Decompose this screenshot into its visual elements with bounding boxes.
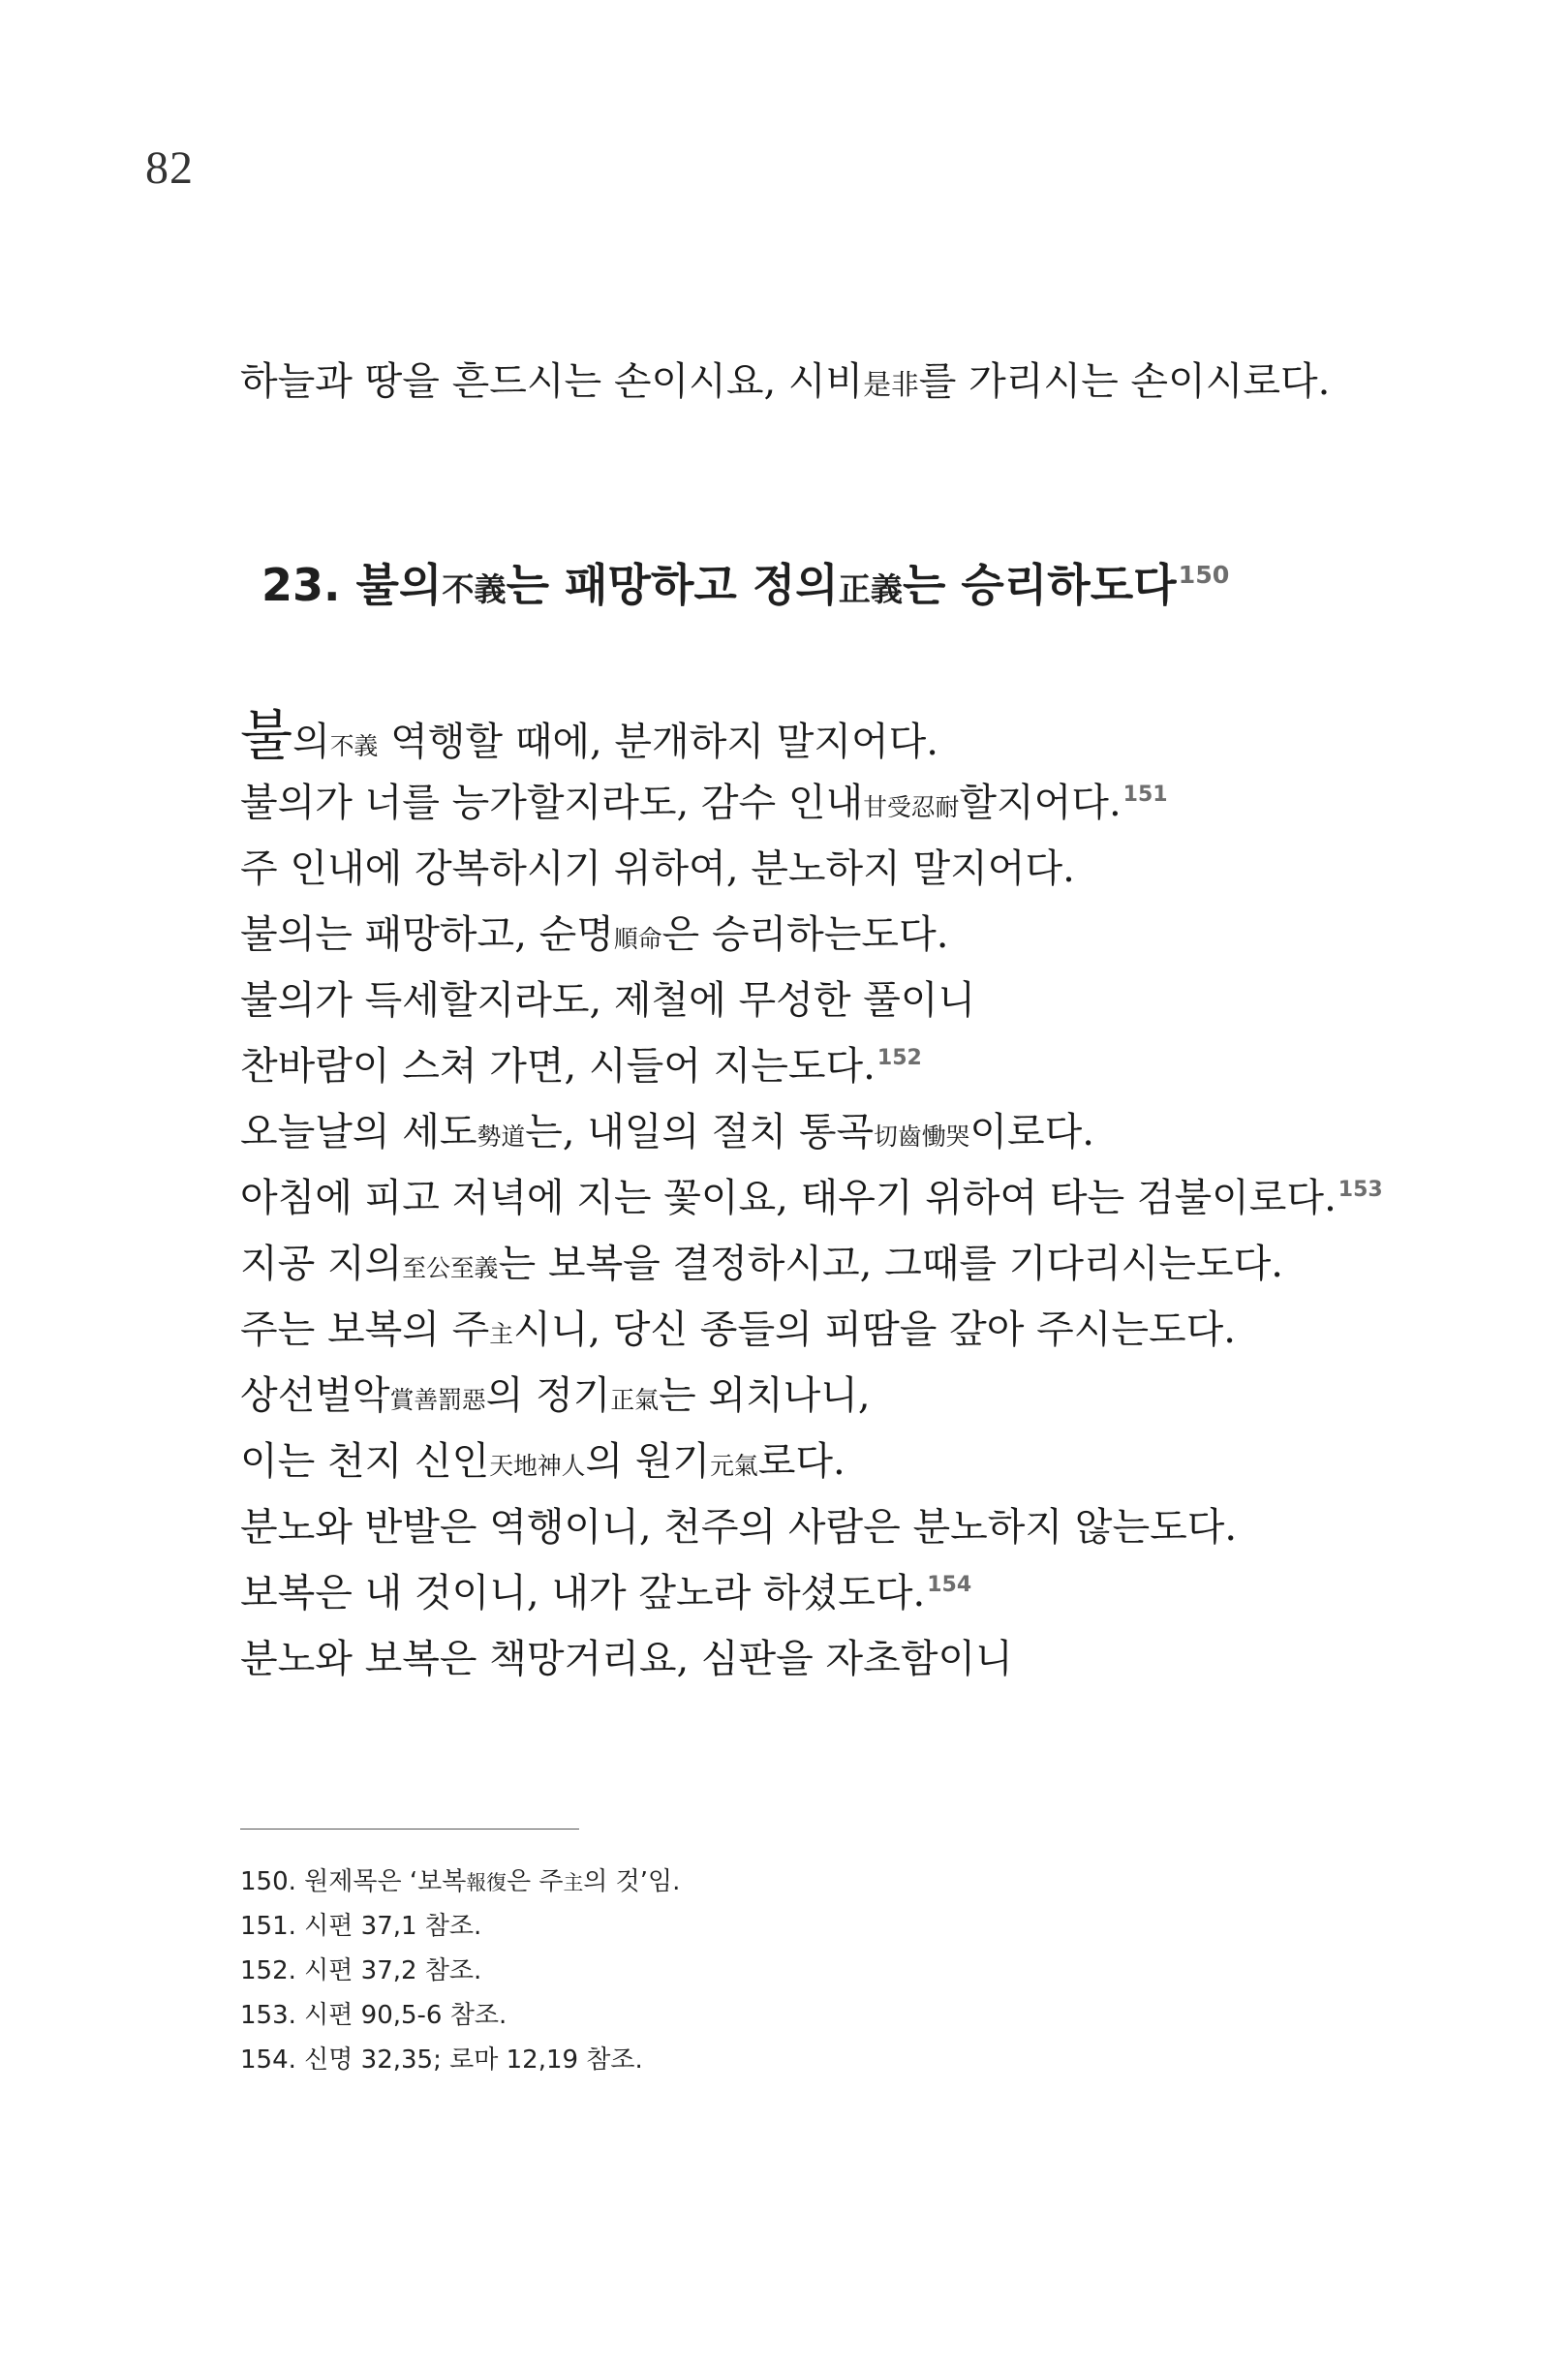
verse-text: 로다. <box>757 1439 845 1484</box>
verse-text: 할지어다. <box>959 781 1122 825</box>
verse-hanja: 正氣 <box>610 1386 660 1414</box>
lead-line <box>240 358 1330 405</box>
footnote-text: 시편 90,5-6 참조. <box>304 2001 507 2030</box>
heading-hanja: 正義 <box>838 570 903 608</box>
verse-line <box>240 770 1383 836</box>
verse-text: 는 외치나니, <box>659 1373 871 1418</box>
footnote-number: 154. <box>240 2045 296 2075</box>
verse-hanja: 順命 <box>613 925 662 953</box>
verse-text: 불의가 득세할지라도, 제철에 무성한 풀이니 <box>240 978 976 1023</box>
verse-hanja: 甘受忍耐 <box>863 793 960 821</box>
verse-line <box>240 1626 1383 1692</box>
footnote-154 <box>240 2038 680 2082</box>
footnote-151 <box>240 1904 680 1949</box>
verse-text: 분노와 보복은 책망거리요, 심판을 자초함이니 <box>240 1637 1013 1681</box>
heading-number: 23. <box>261 559 341 611</box>
verse-hanja: 元氣 <box>710 1452 758 1480</box>
verse-text: 보복은 내 것이니, 내가 갚노라 하셨도다. <box>240 1571 926 1615</box>
verse-text: 역행할 때에, 분개하지 말지어다. <box>378 720 938 764</box>
lead-text: 하늘과 땅을 흔드시는 손이시요, 시비 <box>240 359 864 404</box>
verse-text: 분노와 반발은 역행이니, 천주의 사람은 분노하지 않는도다. <box>240 1505 1238 1550</box>
verse-text: 찬바람이 스쳐 가면, 시들어 지는도다. <box>240 1044 876 1089</box>
verse-hanja: 賞善罰惡 <box>389 1386 486 1414</box>
footnote-152 <box>240 1949 680 1993</box>
verse-line <box>240 1429 1383 1494</box>
verse-hanja: 天地神人 <box>489 1452 586 1480</box>
verse-text: 지공 지의 <box>240 1242 403 1286</box>
verse-hanja: 切齒慟哭 <box>874 1122 970 1151</box>
verse-line <box>240 1231 1383 1297</box>
verse-text: 아침에 피고 저녁에 지는 꽃이요, 태우기 위하여 타는 검불이로다. <box>240 1176 1337 1220</box>
verse-line <box>240 1494 1383 1560</box>
heading-text: 불의 <box>355 559 443 611</box>
verse-text: 시니, 당신 종들의 피땀을 갚아 주시는도다. <box>513 1307 1236 1352</box>
verse-line <box>240 1297 1383 1363</box>
verse-text: 불의가 너를 능가할지라도, 감수 인내 <box>240 781 864 825</box>
verse-line <box>240 1099 1383 1165</box>
verse-text: 의 정기 <box>485 1373 611 1418</box>
verse-line <box>240 1560 1383 1626</box>
verse-hanja: 勢道 <box>477 1122 526 1151</box>
verse-line <box>240 836 1383 902</box>
page-number: 82 <box>145 142 194 194</box>
footnote-text: 시편 37,2 참조. <box>304 1956 482 1985</box>
footnote-ref-153[interactable]: 153 <box>1337 1177 1383 1202</box>
verse-line <box>240 968 1383 1033</box>
footnote-153 <box>240 1993 680 2038</box>
verse-text: 는 보복을 결정하시고, 그때를 기다리시는도다. <box>498 1242 1283 1286</box>
heading-text: 는 패망하고 정의 <box>506 559 839 611</box>
verse-text: 이로다. <box>969 1110 1094 1154</box>
drop-cap: 불 <box>240 705 293 768</box>
verse-text: 이는 천지 신인 <box>240 1439 490 1484</box>
footnote-text: 원제목은 ‘보복 <box>304 1867 467 1896</box>
footnote-ref-152[interactable]: 152 <box>876 1045 922 1070</box>
footnote-number: 153. <box>240 2001 296 2030</box>
verse-line <box>240 1165 1383 1231</box>
verse-text: 주 인내에 강복하시기 위하여, 분노하지 말지어다. <box>240 846 1075 891</box>
verse-hanja: 至公至義 <box>402 1254 499 1282</box>
footnote-number: 150. <box>240 1867 296 1896</box>
verse-text: 상선벌악 <box>240 1373 390 1418</box>
verse-hanja: 不義 <box>329 732 379 760</box>
footnote-ref-151[interactable]: 151 <box>1122 782 1168 807</box>
footnote-divider <box>240 1829 579 1830</box>
footnote-ref-150[interactable]: 150 <box>1178 561 1230 590</box>
footnote-hanja: 主 <box>563 1871 584 1894</box>
footnote-text: 의 것’임. <box>583 1867 681 1896</box>
footnote-text: 시편 37,1 참조. <box>304 1912 482 1941</box>
footnote-ref-154[interactable]: 154 <box>927 1572 972 1597</box>
heading-hanja: 不義 <box>442 570 507 608</box>
verse-text: 오늘날의 세도 <box>240 1110 477 1154</box>
verse-text: 은 승리하는도다. <box>661 912 949 957</box>
verse-hanja: 主 <box>489 1320 514 1348</box>
verse-line <box>240 902 1383 968</box>
footnote-150 <box>240 1860 680 1904</box>
verse-text: 는, 내일의 절치 통곡 <box>525 1110 875 1154</box>
lead-hanja: 是非 <box>863 368 919 401</box>
verse-line <box>240 1363 1383 1429</box>
footnote-text: 신명 32,35; 로마 12,19 참조. <box>304 2045 643 2075</box>
footnote-number: 152. <box>240 1956 296 1985</box>
lead-text-end: 를 가리시는 손이시로다. <box>918 359 1331 404</box>
footnote-number: 151. <box>240 1912 296 1941</box>
footnotes <box>240 1860 680 2082</box>
section-heading <box>261 559 1229 612</box>
verse-text: 의 원기 <box>585 1439 711 1484</box>
verse-text: 의 <box>292 720 330 764</box>
footnote-hanja: 報復 <box>466 1871 507 1894</box>
verse-line <box>240 1033 1383 1099</box>
verse-text: 주는 보복의 주 <box>240 1307 490 1352</box>
verse-line <box>240 704 1383 770</box>
verse-body <box>240 704 1383 1692</box>
footnote-text: 은 주 <box>506 1867 564 1896</box>
verse-text: 불의는 패망하고, 순명 <box>240 912 614 957</box>
heading-text: 는 승리하도다 <box>902 559 1177 611</box>
